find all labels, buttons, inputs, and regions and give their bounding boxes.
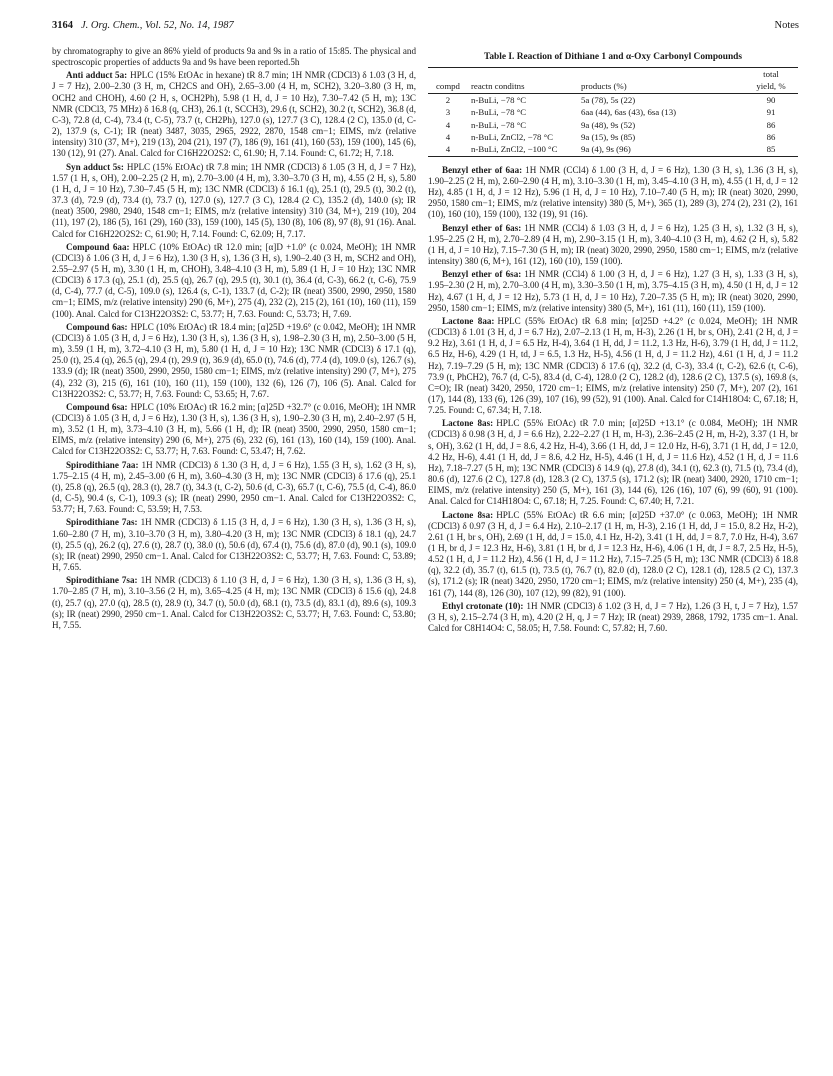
paragraph-text: HPLC (55% EtOAc) tR 6.8 min; [α]25D +4.2° (c 0.024, MeOH); 1H NMR (CDCl3) δ 1.01 (3 H, d, J = 6.7 Hz), 2.07–2.13 (1 H, m, H-3), 2.26 (1 H, br s, OH), 2.41 (2 H, d, J = 9.2 Hz), 3.61 (1 H, d, J = 6.5 Hz, H-4), 3.64 (1 H, dd, J = 11.2, 1.3 Hz, H-6), 3.79 (1 H, dd, J = 11.2, 6.5 Hz, H-6), 4.29 (1 H, td, J = 6.5, 1.3 Hz, H-5), 4.56 (1 H, d, J = 11.2 Hz), 4.61 (1 H, d, J = 11.2 Hz), 7.19–7.29 (5 H, m); 13C NMR (CDCl3) δ 17.6 (q), 32.2 (d, C-3), 33.4 (t, C-2), 62.6 (t, C-6), 73.9 (t, PhCH2), 76.7 (d, C-5), 83.4 (d, C-4), 128.0 (2 C), 128.2 (d), 128.6 (2 C), 137.5 (s), 169.8 (s, C=O); IR (neat) 3420, 2950, 1720 cm−1; EIMS, m/z (relative intensity) 250 (7, M+), 207 (2), 161 (17), 144 (8), 133 (6), 126 (39), 107 (16), 99 (52), 91 (100). Anal. Calcd for C14H18O4: C, 67.18; H, 7.25. Found: C, 67.34; H, 7.18.: [428, 315, 798, 416]
paragraph-text: 1H NMR (CDCl3) δ 1.02 (3 H, d, J = 7 Hz), 1.26 (3 H, t, J = 7 Hz), 1.57 (3 H, s), 2.15–2.74 (3 H, m), 4.20 (2 H, q, J = 7 Hz); IR (neat) 2939, 2868, 1792, 1735 cm−1. Anal. Calcd for C8H14O4: C, 58.05; H, 7.58. Found: C, 57.82; H, 7.60.: [428, 600, 798, 634]
cell-yield: 86: [766, 132, 776, 143]
cell-products: 6aa (44), 6as (43), 6sa (13): [581, 107, 677, 118]
paragraph-title: Ethyl crotonate (10):: [442, 600, 524, 611]
paragraph: [52, 460, 416, 516]
cell-conditions: n-BuLi, −78 °C: [471, 119, 527, 130]
paragraph-title: Spirodithiane 7as:: [66, 517, 138, 528]
paragraph-title: Lactone 8sa:: [442, 509, 494, 520]
paragraph: [428, 601, 798, 634]
table-row: [428, 106, 798, 118]
paragraph-title: Lactone 8aa:: [442, 315, 495, 326]
paragraph-text: 1H NMR (CDCl3) δ 1.10 (3 H, d, J = 6 Hz), 1.30 (3 H, s), 1.36 (3 H, s), 1.70–2.85 (7 H, m), 3.10–3.56 (2 H, m), 3.65–4.25 (4 H, m); 13C NMR (CDCl3) δ 15.6 (q), 24.8 (t), 25.7 (q), 27.0 (q), 28.5 (t), 28.9 (t), 34.7 (t), 50.0 (d), 68.1 (t), 73.5 (d), 83.1 (d), 89.6 (s), 109.3 (s); IR (neat) 2990, 2950 cm−1. Anal. Calcd for C13H22O3S2: C, 53.77; H, 7.63. Found: C, 53.80; H, 7.55.: [52, 575, 416, 630]
header-total: total: [744, 68, 798, 81]
paragraph: [428, 223, 798, 268]
header-yield: yield, %: [744, 80, 798, 93]
cell-compd: 4: [428, 143, 468, 156]
paragraph-title: Spirodithiane 7aa:: [66, 459, 139, 470]
right-column-text: [428, 165, 798, 634]
paragraph: [52, 70, 416, 159]
paragraph-text: HPLC (10% EtOAc) tR 16.2 min; [α]25D +32.7° (c 0.016, MeOH); 1H NMR (CDCl3) δ 1.05 (3 H, d, J = 6 Hz), 1.30 (3 H, s), 1.36 (3 H, s), 1.90–2.30 (3 H, m), 2.40–2.97 (5 H, m), 3.52 (1 H, m), 3.73–4.10 (3 H, m), 5.66 (1 H, d); IR (neat) 3500, 2990, 2950, 1580 cm−1; EIMS, m/z (relative intensity) 290 (6, M+), 275 (6), 232 (6), 161 (13), 160 (14), 159 (100). Anal. Calcd for C13H22O3S2: C, 53.77; H, 7.63. Found: C, 53.47; H, 7.62.: [52, 401, 416, 457]
paragraph: [52, 402, 416, 458]
cell-conditions: n-BuLi, −78 °C: [471, 107, 527, 118]
paragraph: [52, 322, 416, 400]
paragraph-title: Compound 6aa:: [66, 241, 130, 252]
results-table: [428, 67, 798, 157]
cell-products: 9a (48), 9s (52): [581, 119, 636, 130]
paragraph: [428, 418, 798, 507]
paragraph-title: Benzyl ether of 6as:: [442, 222, 522, 233]
paragraph: [52, 46, 416, 68]
paragraph: [52, 242, 416, 320]
paragraph-text: HPLC (15% EtOAc) tR 7.8 min; 1H NMR (CDCl3) δ 1.05 (3 H, d, J = 7 Hz), 1.57 (1 H, s, OH), 2.00–2.25 (2 H, m), 2.70–3.00 (4 H, m), 3.30–3.70 (3 H, m), 4.55 (2 H, s), 5.80 (1 H, d, J = 10 Hz), 7.30–7.45 (5 H, m); 13C NMR (CDCl3) δ 16.1 (q), 25.1 (t), 29.5 (t), 30.2 (t), 37.3 (d), 72.9 (d), 73.4 (t), 73.7 (t), 127.0 (s), 127.7 (3 C), 128.4 (2 C), 135.2 (d), 140.0 (s); IR (neat) 3500, 2980, 2940, 1548 cm−1; EIMS, m/z (relative intensity) 310 (34, M+), 219 (10), 204 (11), 197 (2), 186 (5), 161 (29), 160 (33), 159 (100), 145 (5), 130 (8), 106 (8), 97 (8), 91 (16). Anal. Calcd for C16H22O2S2: C, 61.90; H, 7.14. Found: C, 62.09; H, 7.17.: [52, 161, 416, 239]
paragraph-text: by chromatography to give an 86% yield of products 9a and 9s in a ratio of 15:85. The physical and spectroscopic properties of adducts 9a and 9s have been reported.5h: [52, 46, 416, 68]
cell-yield: 86: [766, 119, 776, 130]
paragraph-text: HPLC (10% EtOAc) tR 18.4 min; [α]25D +19.6° (c 0.042, MeOH); 1H NMR (CDCl3) δ 1.05 (3 H, d, J = 6 Hz), 1.30 (3 H, s), 1.36 (3 H, s), 1.98–2.30 (3 H, m), 2.50–3.00 (5 H, m), 3.59 (1 H, m), 3.72–4.10 (3 H, m), 5.80 (1 H, d, J = 10 Hz); 13C NMR (CDCl3) δ 17.1 (q), 25.0 (t), 25.4 (q), 26.5 (q), 29.4 (t), 29.9 (t), 36.9 (d), 65.0 (t), 74.6 (d), 77.4 (d), 109.0 (s), 126.7 (s), 133.9 (d); IR (neat) 3500, 2990, 2950, 1580 cm−1; EIMS, m/z (relative intensity) 290 (7, M+), 275 (4), 232 (3), 215 (6), 161 (10), 160 (11), 159 (100), 132 (6), 126 (7), 106 (5). Anal. Calcd for C13H22O3S2: C, 53.77; H, 7.63. Found: C, 53.65; H, 7.67.: [52, 321, 416, 399]
cell-conditions: n-BuLi, −78 °C: [471, 94, 527, 105]
paragraph-title: Spirodithiane 7sa:: [66, 575, 138, 586]
paragraph-text: HPLC (55% EtOAc) tR 7.0 min; [α]25D +13.1° (c 0.084, MeOH); 1H NMR (CDCl3) δ 0.98 (3 H, d, J = 6.6 Hz), 2.22–2.27 (1 H, m, H-3), 2.36–2.45 (2 H, m, H-2), 3.37 (1 H, br s, OH), 3.62 (1 H, dd, J = 8.6, 4.2 Hz, H-4), 3.66 (1 H, dd, J = 12.0 Hz, H-6), 3.71 (1 H, dd, J = 12.0, 4.2 Hz, H-6), 4.41 (1 H, dd, J = 8.6, 4.2 Hz, H-5), 4.46 (1 H, d, J = 11.6 Hz), 4.52 (1 H, d, J = 11.6 Hz), 7.18–7.27 (5 H, m); 13C NMR (CDCl3) δ 14.9 (q), 27.8 (d), 34.1 (t), 62.3 (t), 71.5 (t), 73.4 (d), 80.6 (d), 127.6 (2 C), 127.8 (d), 128.3 (2 C), 137.5 (s), 171.2 (s); IR (neat) 3400, 2920, 1710 cm−1; EIMS, m/z (relative intensity) 250 (5, M+), 161 (3), 144 (6), 126 (16), 107 (6), 99 (60), 91 (100). Anal. Calcd for C14H18O4: C, 67.18; H, 7.25. Found: C, 67.40; H, 7.21.: [428, 418, 798, 507]
paragraph: [428, 269, 798, 314]
paragraph-title: Syn adduct 5s:: [66, 161, 124, 172]
paragraph: [428, 316, 798, 416]
header-conditions: reactn conditns: [468, 80, 578, 93]
paragraph-title: Compound 6sa:: [66, 401, 128, 412]
cell-compd: 4: [445, 132, 451, 143]
paragraph: [52, 517, 416, 573]
section-label: Notes: [774, 20, 799, 31]
left-column: [52, 46, 416, 633]
header-products: products (%): [578, 80, 744, 93]
cell-compd: 4: [445, 119, 451, 130]
cell-compd: 3: [445, 107, 451, 118]
paragraph-text: 1H NMR (CCl4) δ 1.03 (3 H, d, J = 6 Hz), 1.25 (3 H, s), 1.32 (3 H, s), 1.95–2.25 (2 H, m), 2.70–2.89 (4 H, m), 2.90–3.15 (1 H, m), 3.40–4.10 (3 H, m), 4.62 (2 H, s), 5.82 (1 H, d, J = 10 Hz), 7.15–7.30 (5 H, m); IR (neat) 3020, 2990, 2950, 1580 cm−1; EIMS, m/z (relative intensity) 380 (6, M+), 161 (12), 160 (10), 159 (100).: [428, 222, 798, 267]
cell-compd: 2: [445, 94, 451, 105]
paragraph: [428, 165, 798, 221]
paragraph-text: 1H NMR (CCl4) δ 1.00 (3 H, d, J = 6 Hz), 1.30 (3 H, s), 1.36 (3 H, s), 1.90–2.25 (2 H, m), 2.60–2.90 (4 H, m), 3.10–3.30 (1 H, m), 3.45–4.10 (3 H, m), 4.55 (1 H, d, J = 12 Hz), 4.85 (1 H, d, J = 12 Hz), 5.96 (1 H, d, J = 10 Hz), 7.10–7.40 (5 H, m); IR (neat) 3020, 2990, 2950, 1580 cm−1; EIMS, m/z (relative intensity) 380 (5, M+), 365 (1), 289 (3), 274 (2), 231 (2), 161 (10), 160 (10), 159 (100), 132 (19), 91 (16).: [428, 164, 798, 220]
cell-yield: 90: [766, 94, 776, 105]
paragraph-text: 1H NMR (CDCl3) δ 1.30 (3 H, d, J = 6 Hz), 1.55 (3 H, s), 1.62 (3 H, s), 1.75–2.15 (4 H, m), 2.45–3.00 (6 H, m), 3.60–4.30 (3 H, m); 13C NMR (CDCl3) δ 17.6 (q), 25.1 (t), 25.8 (q), 26.5 (q), 28.3 (t), 28.7 (t), 34.3 (t, C-2), 50.6 (d, C-3), 65.7 (t, C-6), 75.5 (d, C-4), 86.0 (d, C-5), 90.4 (s, C-1), 109.3 (s); IR (neat) 2990, 2950 cm−1. Anal. Calcd for C13H22O3S2: C, 53.77; H, 7.63. Found: C, 53.59; H, 7.53.: [52, 459, 416, 515]
cell-products: 9a (15), 9s (85): [581, 132, 636, 143]
cell-products: 5a (78), 5s (22): [581, 94, 636, 105]
header-compd: compd: [428, 80, 468, 93]
table-row: [428, 143, 798, 156]
cell-yield: 91: [766, 107, 776, 118]
table-1: [428, 52, 798, 157]
paragraph-title: Benzyl ether of 6sa:: [442, 269, 522, 280]
table-row: [428, 93, 798, 106]
paragraph-text: HPLC (55% EtOAc) tR 6.6 min; [α]25D +37.0° (c 0.063, MeOH); 1H NMR (CDCl3) δ 0.97 (3 H, d, J = 6.4 Hz), 2.10–2.17 (1 H, m, H-3), 2.16 (1 H, dd, J = 15.0, 8.2 Hz, H-2), 2.61 (1 H, br s, OH), 2.69 (1 H, dd, J = 15.0, 4.1 Hz, H-2), 3.41 (1 H, dd, J = 8.7, 7.0 Hz, H-4), 3.67 (1 H, br d, J = 12.3 Hz, H-6), 3.81 (1 H, br d, J = 12.3 Hz, H-6), 4.06 (1 H, dt, J = 8.7, 2.5 Hz, H-5), 4.52 (1 H, d, J = 11.2 Hz), 4.56 (1 H, d, J = 11.2 Hz), 7.15–7.25 (5 H, m); 13C NMR (CDCl3) δ 18.8 (q), 32.2 (d), 35.7 (t), 61.5 (t), 73.5 (t), 76.7 (t), 82.0 (d), 128.0 (2 C), 128.1 (d), 128.5 (2 C), 137.3 (s), 171.2 (s); IR (neat) 3420, 2950, 1720 cm−1; EIMS, m/z (relative intensity) 250 (4, M+), 235 (4), 161 (7), 144 (8), 126 (30), 107 (12), 99 (82), 91 (100).: [428, 509, 798, 598]
cell-conditions: n-BuLi, ZnCl2, −78 °C: [471, 132, 554, 143]
cell-conditions: n-BuLi, ZnCl2, −100 °C: [468, 143, 578, 156]
right-column: [428, 46, 798, 636]
paragraph-title: Lactone 8as:: [442, 418, 494, 429]
paragraph-title: Anti adduct 5a:: [66, 70, 128, 81]
paragraph-text: HPLC (10% EtOAc) tR 12.0 min; [α]D +1.0° (c 0.024, MeOH); 1H NMR (CDCl3) δ 1.06 (3 H, d, J = 6 Hz), 1.30 (3 H, s), 1.36 (3 H, s), 1.90–2.40 (3 H, m, SCH2 and OH), 2.55–2.97 (5 H, m), 3.30 (1 H, m, CHOH), 3.48–4.10 (3 H, m), 5.89 (1 H, J = 10 Hz); 13C NMR (CDCl3) δ 17.3 (q), 25.1 (d), 25.5 (q), 26.7 (q), 29.5 (t), 30.1 (t), 36.4 (d, C-3), 66.2 (t, C-6), 75.9 (d, C-4), 77.7 (d, C-5), 109.0 (s), 126.4 (s, C-1), 133.7 (d, C-2); IR (neat) 3500, 2990, 2950, 1580 cm−1; EIMS, m/z (relative intensity) 290 (6, M+), 275 (4), 232 (2), 215 (2), 161 (10), 160 (11), 159 (100). Anal. Calcd for C13H22O3S2: C, 53.77; H, 7.63. Found: C, 53.73; H, 7.69.: [52, 241, 416, 319]
table-row: [428, 131, 798, 143]
journal-citation: J. Org. Chem., Vol. 52, No. 14, 1987: [81, 20, 234, 31]
page-number: 3164: [52, 20, 73, 31]
cell-products: 9a (4), 9s (96): [578, 143, 744, 156]
table-caption: Table I. Reaction of Dithiane 1 and α-Oxy Carbonyl Compounds: [483, 52, 743, 62]
paragraph-title: Compound 6as:: [66, 321, 128, 332]
paragraph: [52, 162, 416, 240]
paragraph: [52, 575, 416, 631]
table-row: [428, 119, 798, 131]
cell-yield: 85: [744, 143, 798, 156]
paragraph-text: 1H NMR (CDCl3) δ 1.15 (3 H, d, J = 6 Hz), 1.30 (3 H, s), 1.36 (3 H, s), 1.60–2.80 (7 H, m), 3.10–3.70 (3 H, m), 3.80–4.20 (3 H, m); 13C NMR (CDCl3) δ 18.1 (q), 24.7 (t), 25.5 (q), 26.2 (q), 27.6 (t), 28.7 (t), 38.0 (t), 50.6 (d), 67.4 (t), 75.6 (d), 87.0 (d), 90.1 (s), 109.0 (s); IR (neat) 2990, 2950 cm−1. Anal. Calcd for C13H22O3S2: C, 53.77; H, 7.63. Found: C, 53.89; H, 7.65.: [52, 517, 416, 573]
paragraph-text: HPLC (15% EtOAc in hexane) tR 8.7 min; 1H NMR (CDCl3) δ 1.03 (3 H, d, J = 7 Hz), 2.00–2.30 (3 H, m, CH2CS and OH), 2.65–3.00 (4 H, m, SCH2), 3.20–3.80 (3 H, m, OCH2 and CHOH), 4.60 (2 H, s, OCH2Ph), 5.98 (1 H, d, J = 10 Hz), 7.30–7.42 (5 H, m); 13C NMR (CDCl3, 75 MHz) δ 16.8 (q, CH3), 26.1 (t, SCCH3), 29.6 (t, SCH2), 30.2 (t, SCH2), 36.8 (d, C-3), 72.8 (d, C-4), 73.4 (t, C-5), 73.7 (t, CH2Ph), 127.0 (s), 127.7 (3 C), 128.4 (2 C), 135.0 (d, C-2), 137.9 (s, C-1); IR (neat) 3487, 3035, 2965, 2922, 2870, 1548 cm−1; EIMS, m/z (relative intensity) 310 (37, M+), 219 (13), 204 (21), 197 (7), 186 (9), 161 (41), 160 (53), 159 (100), 145 (6), 130 (12), 91 (27). Anal. Calcd for C16H22O2S2: C, 61.90; H, 7.14. Found: C, 61.72; H, 7.18.: [52, 70, 416, 159]
page-header: [52, 20, 799, 36]
paragraph-title: Benzyl ether of 6aa:: [442, 164, 523, 175]
paragraph-text: 1H NMR (CCl4) δ 1.00 (3 H, d, J = 6 Hz), 1.27 (3 H, s), 1.33 (3 H, s), 1.95–2.30 (2 H, m), 2.70–3.00 (4 H, m), 3.30–3.50 (1 H, m), 3.75–4.15 (3 H, m), 4.50 (1 H, d, J = 12 Hz), 4.67 (1 H, d, J = 12 Hz), 5.73 (1 H, d, J = 10 Hz), 7.20–7.35 (5 H, m); IR (neat) 3020, 2990, 2950, 1580 cm−1; EIMS, m/z (relative intensity) 380 (5, M+), 161 (11), 160 (11), 159 (100).: [428, 269, 798, 313]
paragraph: [428, 510, 798, 599]
table-body: [428, 93, 798, 156]
